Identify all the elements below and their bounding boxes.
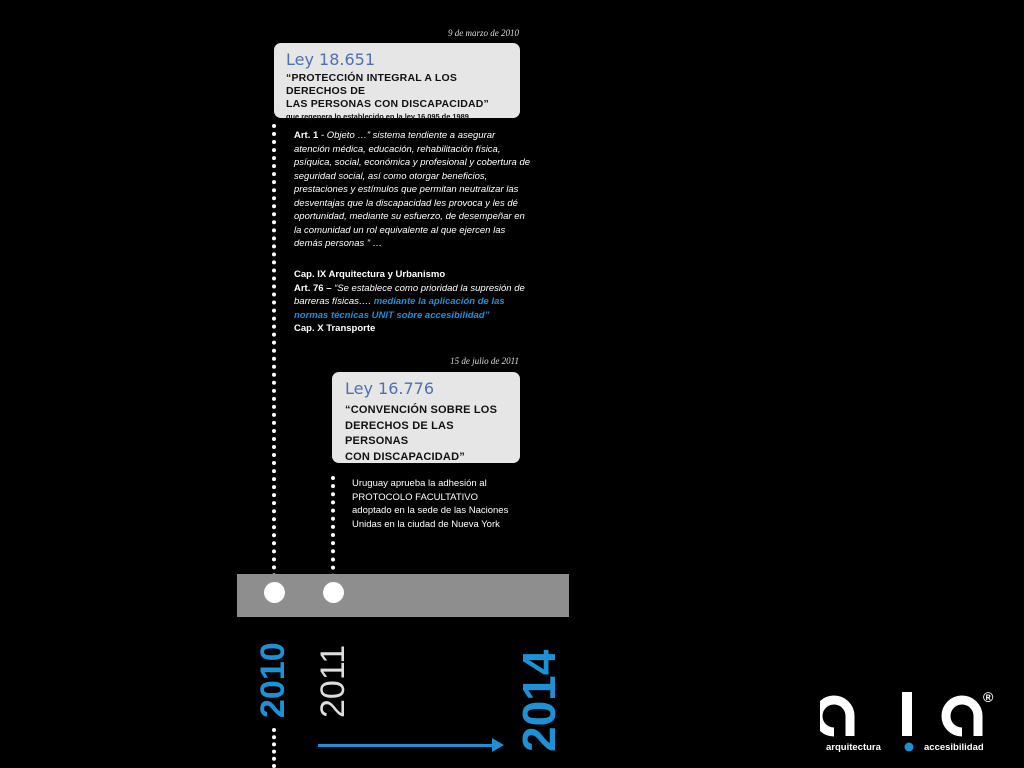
- aia-logo: [820, 688, 1000, 758]
- cap9-heading: Cap. IX Arquitectura y Urbanismo: [294, 269, 446, 280]
- art76-end: ”: [484, 309, 490, 321]
- law1-title-line-1: “PROTECCIÓN INTEGRAL A LOS DERECHOS DE: [286, 72, 458, 97]
- timeline-node-2011: [323, 582, 344, 603]
- registered-mark: ®: [983, 689, 994, 705]
- art76-text: “Se establece como prioridad la supresión de barreras físicas….: [294, 282, 525, 307]
- timeline-2010-dotted-line: [272, 124, 276, 586]
- law1-subtitle: que regenera lo establecido en la ley 16.095 de 1989: [286, 112, 469, 121]
- logo-word-accesibilidad: accesibilidad: [924, 742, 984, 753]
- logo-word-arquitectura: arquitectura: [826, 742, 881, 753]
- timeline-arrow-shaft: [318, 744, 498, 747]
- protocol-text: Uruguay aprueba la adhesión al PROTOCOLO FACULTATIVO adoptado en la sede de las Naciones Unidas en la ciudad de Nueva York: [352, 478, 509, 530]
- chapter-9-block: [294, 268, 532, 336]
- law1-date: 9 de marzo de 2010: [448, 28, 519, 38]
- timeline-bottom-dotted-line: [272, 728, 276, 768]
- law1-card: [274, 43, 520, 121]
- law1-title-line-2: LAS PERSONAS CON DISCAPACIDAD”: [286, 98, 489, 110]
- timeline-2011-dotted-line: [331, 476, 335, 586]
- law2-card: [332, 372, 520, 463]
- law2-title-line-1: “CONVENCIÓN SOBRE LOS: [345, 404, 498, 416]
- timeline-bar: [237, 574, 569, 617]
- year-2014: 2014: [513, 649, 565, 752]
- art76-highlight: mediante la aplicación de las normas técnicas UNIT sobre accesibilidad: [294, 296, 505, 321]
- cap10-heading: Cap. X Transporte: [294, 323, 376, 334]
- article-1-block: [294, 129, 532, 251]
- year-2010: 2010: [254, 642, 292, 718]
- law2-number: Ley 16.776: [345, 379, 435, 398]
- art76-label: Art. 76 –: [294, 282, 332, 294]
- timeline-arrow-head: [492, 738, 504, 752]
- law2-title-line-3: CON DISCAPACIDAD”: [345, 450, 465, 463]
- timeline-node-2010: [264, 582, 285, 603]
- law2-date: 15 de julio de 2011: [450, 356, 519, 366]
- year-2011: 2011: [314, 644, 352, 718]
- law2-title-line-2: DERECHOS DE LAS PERSONAS: [345, 419, 454, 447]
- art76-paragraph: [294, 282, 532, 323]
- law1-number: Ley 18.651: [286, 50, 376, 69]
- art1-text: - Objeto …” sistema tendiente a asegurar atención médica, educación, rehabilitación física, psíquica, social, económica y profesional y cobertura de seguridad social, así como otorgar beneficios, prestaciones y estímulos que permitan neutralizar las desventajas que la discapacidad les provoca y les dé oportunidad, mediante su esfuerzo, de desempeñar en la comunidad un rol equivalente al que ejercen las demás personas ” …: [294, 130, 531, 249]
- art1-label: Art. 1: [294, 130, 319, 141]
